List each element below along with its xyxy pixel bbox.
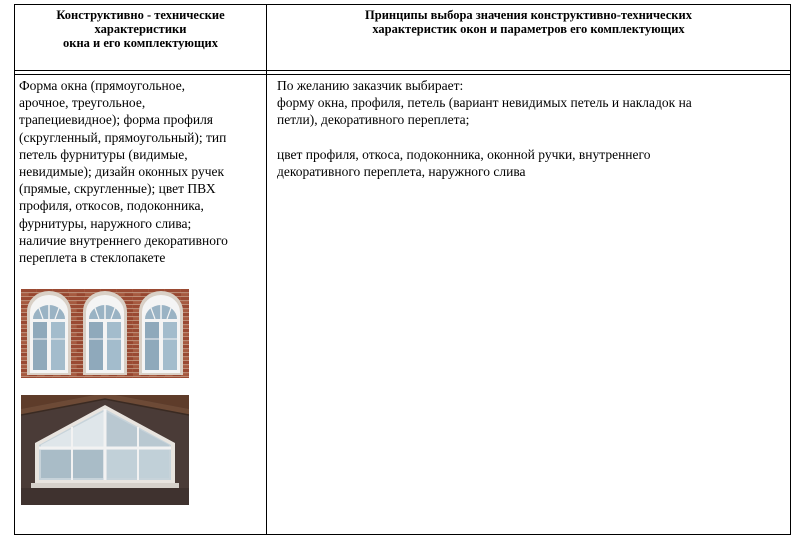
arched-windows-photo	[21, 289, 189, 378]
header-right-cell	[267, 5, 791, 71]
table-body-row	[15, 75, 791, 535]
header-left-cell	[15, 5, 267, 71]
selection-principles-cell	[267, 75, 791, 535]
characteristics-table	[14, 4, 791, 535]
characteristics-cell	[15, 75, 267, 535]
arched-window-2	[83, 291, 127, 375]
characteristics-text: Форма окна (прямоугольное, арочное, треугольное, трапециевидное); форма профиля (скругленный, прямоугольный); тип петель фурнитуры (видимые, невидимые); дизайн оконных ручек (прямые, скругленные); цвет ПВХ профиля, откосов, подоконника, фурнитуры, наружного слива; наличие внутреннего декоративного переплета в стеклопакете	[19, 78, 228, 266]
header-characteristics: Конструктивно - технические характеристики окна и его комплектующих	[56, 8, 225, 50]
arched-window-3	[139, 291, 183, 375]
header-selection-principles: Принципы выбора значения конструктивно-технических характеристик окон и параметров его комплектующих	[365, 8, 692, 36]
gable-window-photo	[21, 395, 189, 505]
arched-window-1	[27, 291, 71, 375]
table-header-row	[15, 5, 791, 71]
selection-principles-text: По желанию заказчик выбирает: форму окна, профиля, петель (вариант невидимых петель и накладок на петли), декоративного переплета; цвет профиля, откоса, подоконника, оконной ручки, внутреннего декоративного переплета, наружного слива	[277, 78, 692, 180]
